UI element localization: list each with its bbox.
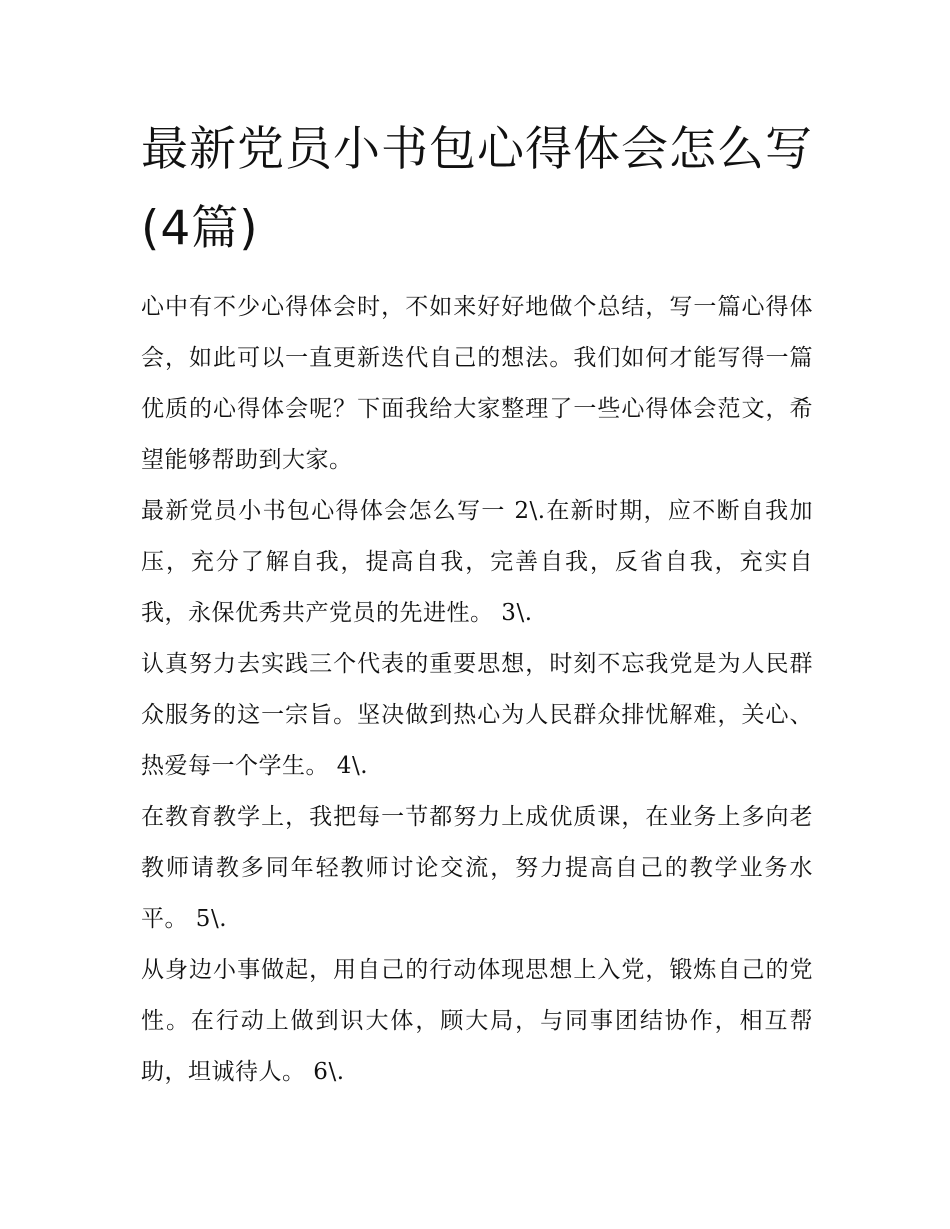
document-body: [141, 282, 813, 1098]
document-page: [141, 110, 813, 1098]
document-title: 最新党员小书包心得体会怎么写(4篇): [141, 122, 813, 256]
paragraph-4: 从身边小事做起，用自己的行动体现思想上入党，锻炼自己的党性。在行动上做到识大体，顾大局，与同事团结协作，相互帮助，坦诚待人。 6\.: [141, 957, 813, 1085]
paragraph-3: 在教育教学上，我把每一节都努力上成优质课，在业务上多向老教师请教多同年轻教师讨论交流，努力提高自己的教学业务水平。 5\.: [141, 804, 813, 932]
paragraph-2: 认真努力去实践三个代表的重要思想，时刻不忘我党是为人民群众服务的这一宗旨。坚决做到热心为人民群众排忧解难，关心、热爱每一个学生。 4\.: [141, 651, 813, 779]
paragraph-1: 最新党员小书包心得体会怎么写一 2\.在新时期，应不断自我加压，充分了解自我，提高自我，完善自我，反省自我，充实自我，永保优秀共产党员的先进性。 3\.: [141, 498, 813, 626]
paragraph-intro: 心中有不少心得体会时，不如来好好地做个总结，写一篇心得体会，如此可以一直更新迭代自己的想法。我们如何才能写得一篇优质的心得体会呢？下面我给大家整理了一些心得体会范文，希望能够帮助到大家。: [141, 294, 813, 473]
